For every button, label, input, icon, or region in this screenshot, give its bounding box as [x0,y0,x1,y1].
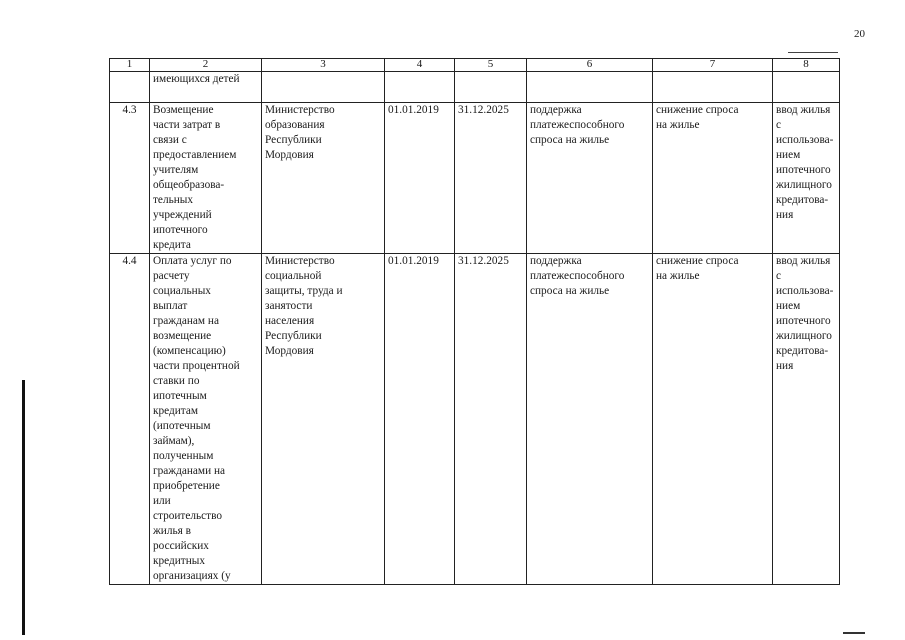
start-date-cell: 01.01.2019 [385,103,455,254]
measure-cell: Оплата услуг по расчету социальных выплат гражданам на возмещение (компенсацию) части процентной ставки по ипотечным кредитам (ипотечным займам), полученным гражданами на приобретение или строительство жилья в российских кредитных организациях (у [150,254,262,585]
scan-binding-bar [22,380,25,635]
measures-table [109,58,840,585]
row-number: 4.4 [110,254,150,585]
column-number: 4 [385,59,455,72]
row-number: 4.3 [110,103,150,254]
result-cell: поддержка платежеспособного спроса на жилье [527,103,653,254]
table-cell [385,72,455,103]
table-cell [262,72,385,103]
result-cell: поддержка платежеспособного спроса на жилье [527,254,653,585]
page-number: 20 [854,28,865,40]
table-cell [653,72,773,103]
table-cell [455,72,527,103]
column-number: 8 [773,59,840,72]
risk-cell: снижение спроса на жилье [653,103,773,254]
table-cell: имеющихся детей [150,72,262,103]
column-number: 7 [653,59,773,72]
column-number: 3 [262,59,385,72]
executor-cell: Министерство социальной защиты, труда и занятости населения Республики Мордовия [262,254,385,585]
end-date-cell: 31.12.2025 [455,103,527,254]
scan-artifact-line [788,52,838,53]
column-number-row [110,59,840,72]
scan-artifact-mark [843,632,865,634]
column-number: 1 [110,59,150,72]
measure-cell: Возмещение части затрат в связи с предоставлением учителям общеобразова- тельных учреждений ипотечного кредита [150,103,262,254]
table-cell [527,72,653,103]
risk-cell: снижение спроса на жилье [653,254,773,585]
continuation-row [110,72,840,103]
end-date-cell: 31.12.2025 [455,254,527,585]
executor-cell: Министерство образования Республики Мордовия [262,103,385,254]
table-cell [773,72,840,103]
column-number: 6 [527,59,653,72]
start-date-cell: 01.01.2019 [385,254,455,585]
table-cell [110,72,150,103]
column-number: 5 [455,59,527,72]
link-cell: ввод жилья с использова- нием ипотечного жилищного кредитова- ния [773,254,840,585]
column-number: 2 [150,59,262,72]
table-row [110,103,840,254]
table-row [110,254,840,585]
link-cell: ввод жилья с использова- нием ипотечного жилищного кредитова- ния [773,103,840,254]
